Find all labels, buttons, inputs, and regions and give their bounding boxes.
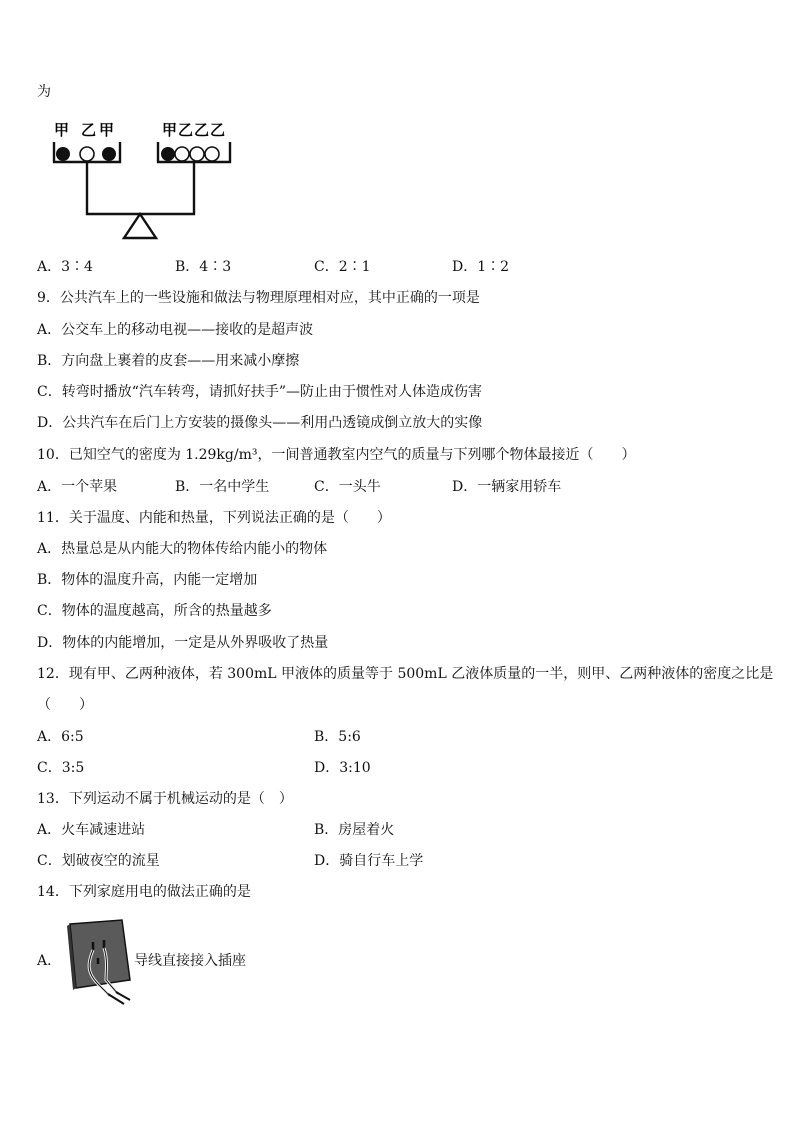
q11-option-d[interactable]: D．物体的内能增加，一定是从外界吸收了热量 bbox=[37, 635, 329, 651]
q9-option-b[interactable]: B．方向盘上裹着的皮套——用来减小摩擦 bbox=[37, 353, 300, 369]
q10-stem: 10．已知空气的密度为 1.29kg/m³，一间普通教室内空气的质量与下列哪个物体最接近（ ） bbox=[37, 447, 636, 463]
q8-option-a[interactable]: A．3∶4 bbox=[37, 259, 93, 275]
q12-option-b[interactable]: B．5:6 bbox=[314, 729, 361, 745]
continued-text: 为 bbox=[37, 84, 51, 100]
q9-option-d[interactable]: D．公共汽车在后门上方安装的摄像头——利用凸透镜成倒立放大的实像 bbox=[37, 415, 483, 431]
label-right-1: 甲 bbox=[162, 121, 178, 139]
q11-option-b[interactable]: B．物体的温度升高，内能一定增加 bbox=[37, 572, 258, 588]
cable bbox=[108, 992, 130, 1004]
fulcrum-triangle bbox=[124, 214, 156, 238]
q14-option-a-letter[interactable]: A． bbox=[37, 953, 62, 969]
ball-jia bbox=[161, 147, 175, 161]
q12-stem: 12．现有甲、乙两种液体，若 300mL 甲液体的质量等于 500mL 乙液体质量的一半，则甲、乙两种液体的密度之比是 bbox=[37, 666, 774, 682]
q12-stem-continued: （ ） bbox=[37, 697, 93, 713]
q11-option-c[interactable]: C．物体的温度越高，所含的热量越多 bbox=[37, 603, 272, 619]
q12-option-a[interactable]: A．6:5 bbox=[37, 729, 84, 745]
q14-option-a-text[interactable]: 导线直接接入插座 bbox=[134, 953, 246, 969]
q13-stem: 13．下列运动不属于机械运动的是（ ） bbox=[37, 791, 293, 807]
ball-yi bbox=[190, 147, 204, 161]
q8-option-d[interactable]: D．1∶2 bbox=[452, 259, 510, 275]
q9-option-c[interactable]: C．转弯时播放“汽车转弯，请抓好扶手”—防止由于惯性对人体造成伤害 bbox=[37, 384, 483, 400]
label-left-2: 乙 bbox=[81, 121, 97, 139]
label-right-3: 乙 bbox=[194, 121, 210, 139]
ball-jia bbox=[102, 147, 116, 161]
ball-yi bbox=[205, 147, 219, 161]
wall-socket-image bbox=[64, 918, 136, 1006]
q13-option-b[interactable]: B．房屋着火 bbox=[314, 822, 395, 838]
ball-yi bbox=[175, 147, 189, 161]
q10-option-c[interactable]: C．一头牛 bbox=[314, 479, 381, 495]
left-pan-labels bbox=[54, 121, 114, 139]
label-left-1: 甲 bbox=[54, 121, 70, 139]
socket-plate bbox=[70, 920, 130, 988]
q8-option-c[interactable]: C．2∶1 bbox=[314, 259, 371, 275]
q11-stem: 11．关于温度、内能和热量，下列说法正确的是（ ） bbox=[37, 510, 391, 526]
q9-option-a[interactable]: A．公交车上的移动电视——接收的是超声波 bbox=[37, 322, 314, 338]
q13-option-c[interactable]: C．划破夜空的流星 bbox=[37, 853, 160, 869]
label-right-2: 乙 bbox=[178, 121, 194, 139]
label-left-3: 甲 bbox=[99, 121, 115, 139]
q10-option-b[interactable]: B．一名中学生 bbox=[175, 479, 270, 495]
q12-option-d[interactable]: D．3:10 bbox=[314, 760, 371, 776]
q8-option-b[interactable]: B．4∶3 bbox=[175, 259, 232, 275]
q10-option-a[interactable]: A．一个苹果 bbox=[37, 479, 118, 495]
q12-option-c[interactable]: C．3:5 bbox=[37, 760, 85, 776]
ball-yi bbox=[80, 147, 94, 161]
q11-option-a[interactable]: A．热量总是从内能大的物体传给内能小的物体 bbox=[37, 541, 328, 557]
q13-option-a[interactable]: A．火车减速进站 bbox=[37, 822, 146, 838]
q9-stem: 9．公共汽车上的一些设施和做法与物理原理相对应，其中正确的一项是 bbox=[37, 290, 480, 306]
balance-figure bbox=[52, 118, 242, 240]
q10-option-d[interactable]: D．一辆家用轿车 bbox=[452, 479, 562, 495]
q13-option-d[interactable]: D．骑自行车上学 bbox=[314, 853, 424, 869]
right-pan-labels bbox=[162, 121, 225, 139]
ball-jia bbox=[56, 147, 70, 161]
q14-stem: 14．下列家庭用电的做法正确的是 bbox=[37, 884, 251, 900]
label-right-4: 乙 bbox=[210, 121, 226, 139]
balance-beam bbox=[87, 162, 194, 214]
